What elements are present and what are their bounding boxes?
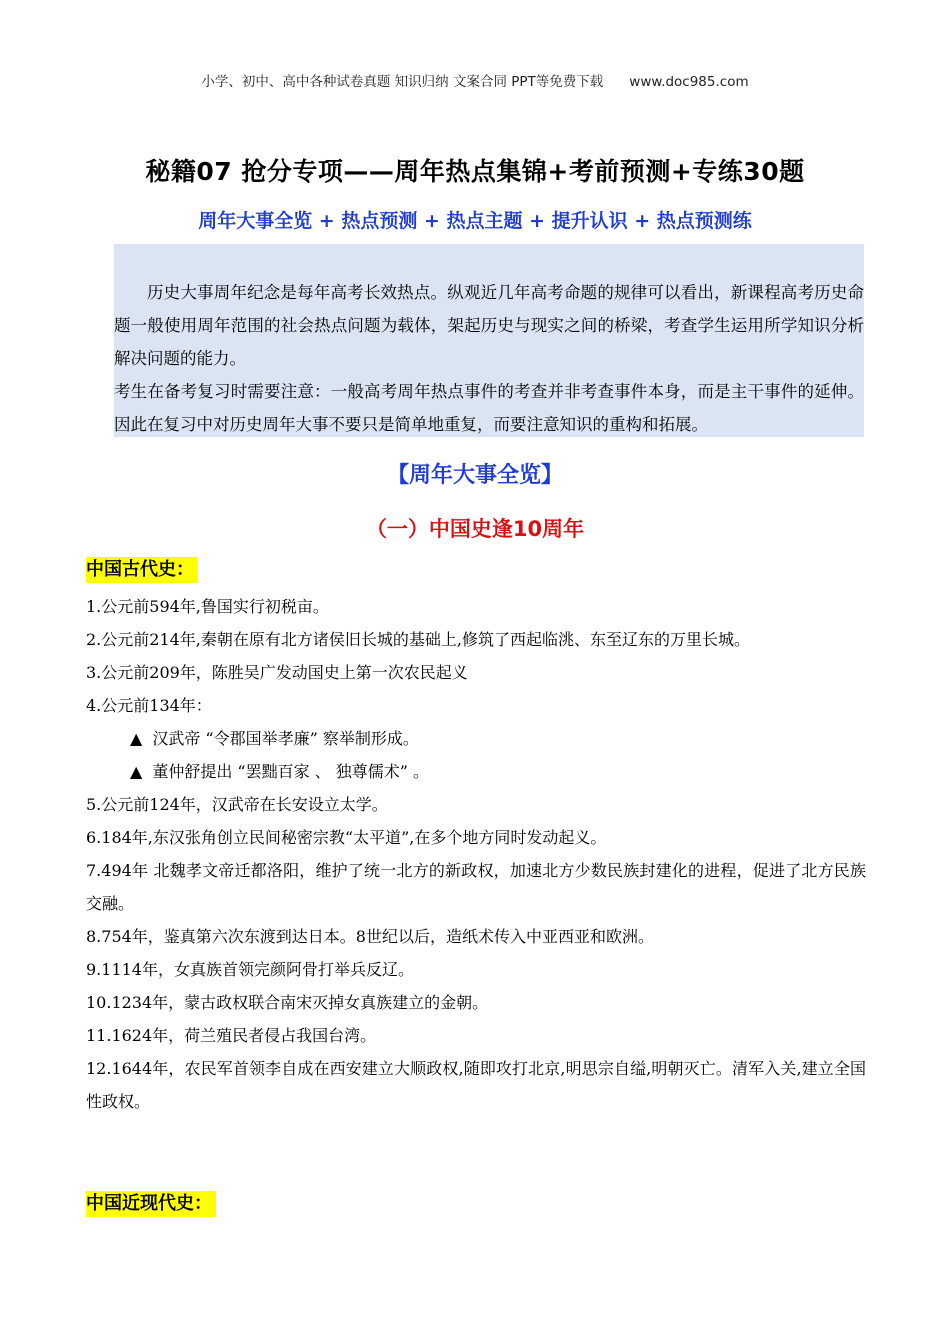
ancient-history-list: [86, 590, 866, 1118]
sub-item-text: 汉武帝 “令郡国举孝廉” 察举制形成。: [152, 729, 419, 748]
banner-url[interactable]: www.doc985.com: [629, 74, 749, 90]
sub-list-item: [86, 755, 866, 788]
list-item: 6.184年,东汉张角创立民间秘密宗教“太平道”,在多个地方同时发动起义。: [86, 828, 607, 847]
sub-list-item: [86, 722, 866, 755]
section-title: 【周年大事全览】: [386, 463, 563, 488]
list-item: 2.公元前214年,秦朝在原有北方诸侯旧长城的基础上,修筑了西起临洮、东至辽东的万里长城。: [86, 630, 750, 649]
list-item: 11.1624年，荷兰殖民者侵占我国台湾。: [86, 1026, 377, 1045]
page-title: 秘籍07 抢分专项——周年热点集锦+考前预测+专练30题: [145, 157, 805, 186]
list-item: 12.1644年，农民军首领李自成在西安建立大顺政权,随即攻打北京,明思宗自缢,明朝灭亡。清军入关,建立全国性政权。: [86, 1059, 866, 1111]
banner-tagline: 小学、初中、高中各种试卷真题 知识归纳 文案合同 PPT等免费下载: [201, 74, 604, 90]
list-item: 7.494年 北魏孝文帝迁都洛阳，维护了统一北方的新政权，加速北方少数民族封建化的进程，促进了北方民族交融。: [86, 861, 866, 913]
triangle-bullet-icon: ▲: [130, 762, 143, 781]
list-item: 9.1114年，女真族首领完颜阿骨打举兵反辽。: [86, 960, 414, 979]
page-subtitle: 周年大事全览 + 热点预测 + 热点主题 + 提升认识 + 热点预测练: [198, 210, 752, 232]
subsection-title: （一）中国史逢10周年: [365, 517, 585, 541]
intro-paragraph-1: 历史大事周年纪念是每年高考长效热点。纵观近几年高考命题的规律可以看出，新课程高考历史命题一般使用周年范围的社会热点问题为载体，架起历史与现实之间的桥梁，考查学生运用所学知识分析解决问题的能力。: [114, 283, 864, 368]
list-item: 10.1234年，蒙古政权联合南宋灭掉女真族建立的金朝。: [86, 993, 489, 1012]
list-item: 5.公元前124年，汉武帝在长安设立太学。: [86, 795, 388, 814]
sub-item-text: 董仲舒提出 “罢黜百家 、 独尊儒术” 。: [152, 762, 430, 781]
list-item: 3.公元前209年，陈胜吴广发动国史上第一次农民起义: [86, 663, 468, 682]
list-item: 4.公元前134年：: [86, 696, 212, 715]
intro-box: [114, 244, 864, 437]
ancient-history-heading: 中国古代史：: [86, 557, 198, 583]
intro-paragraph-2: 考生在备考复习时需要注意：一般高考周年热点事件的考查并非考查事件本身，而是主干事件的延伸。因此在复习中对历史周年大事不要只是简单地重复，而要注意知识的重构和拓展。: [114, 382, 864, 434]
site-banner: [0, 70, 950, 90]
list-item: 8.754年，鉴真第六次东渡到达日本。8世纪以后，造纸术传入中亚西亚和欧洲。: [86, 927, 654, 946]
triangle-bullet-icon: ▲: [130, 729, 143, 748]
modern-history-heading: 中国近现代史：: [86, 1191, 216, 1217]
list-item: 1.公元前594年,鲁国实行初税亩。: [86, 597, 329, 616]
